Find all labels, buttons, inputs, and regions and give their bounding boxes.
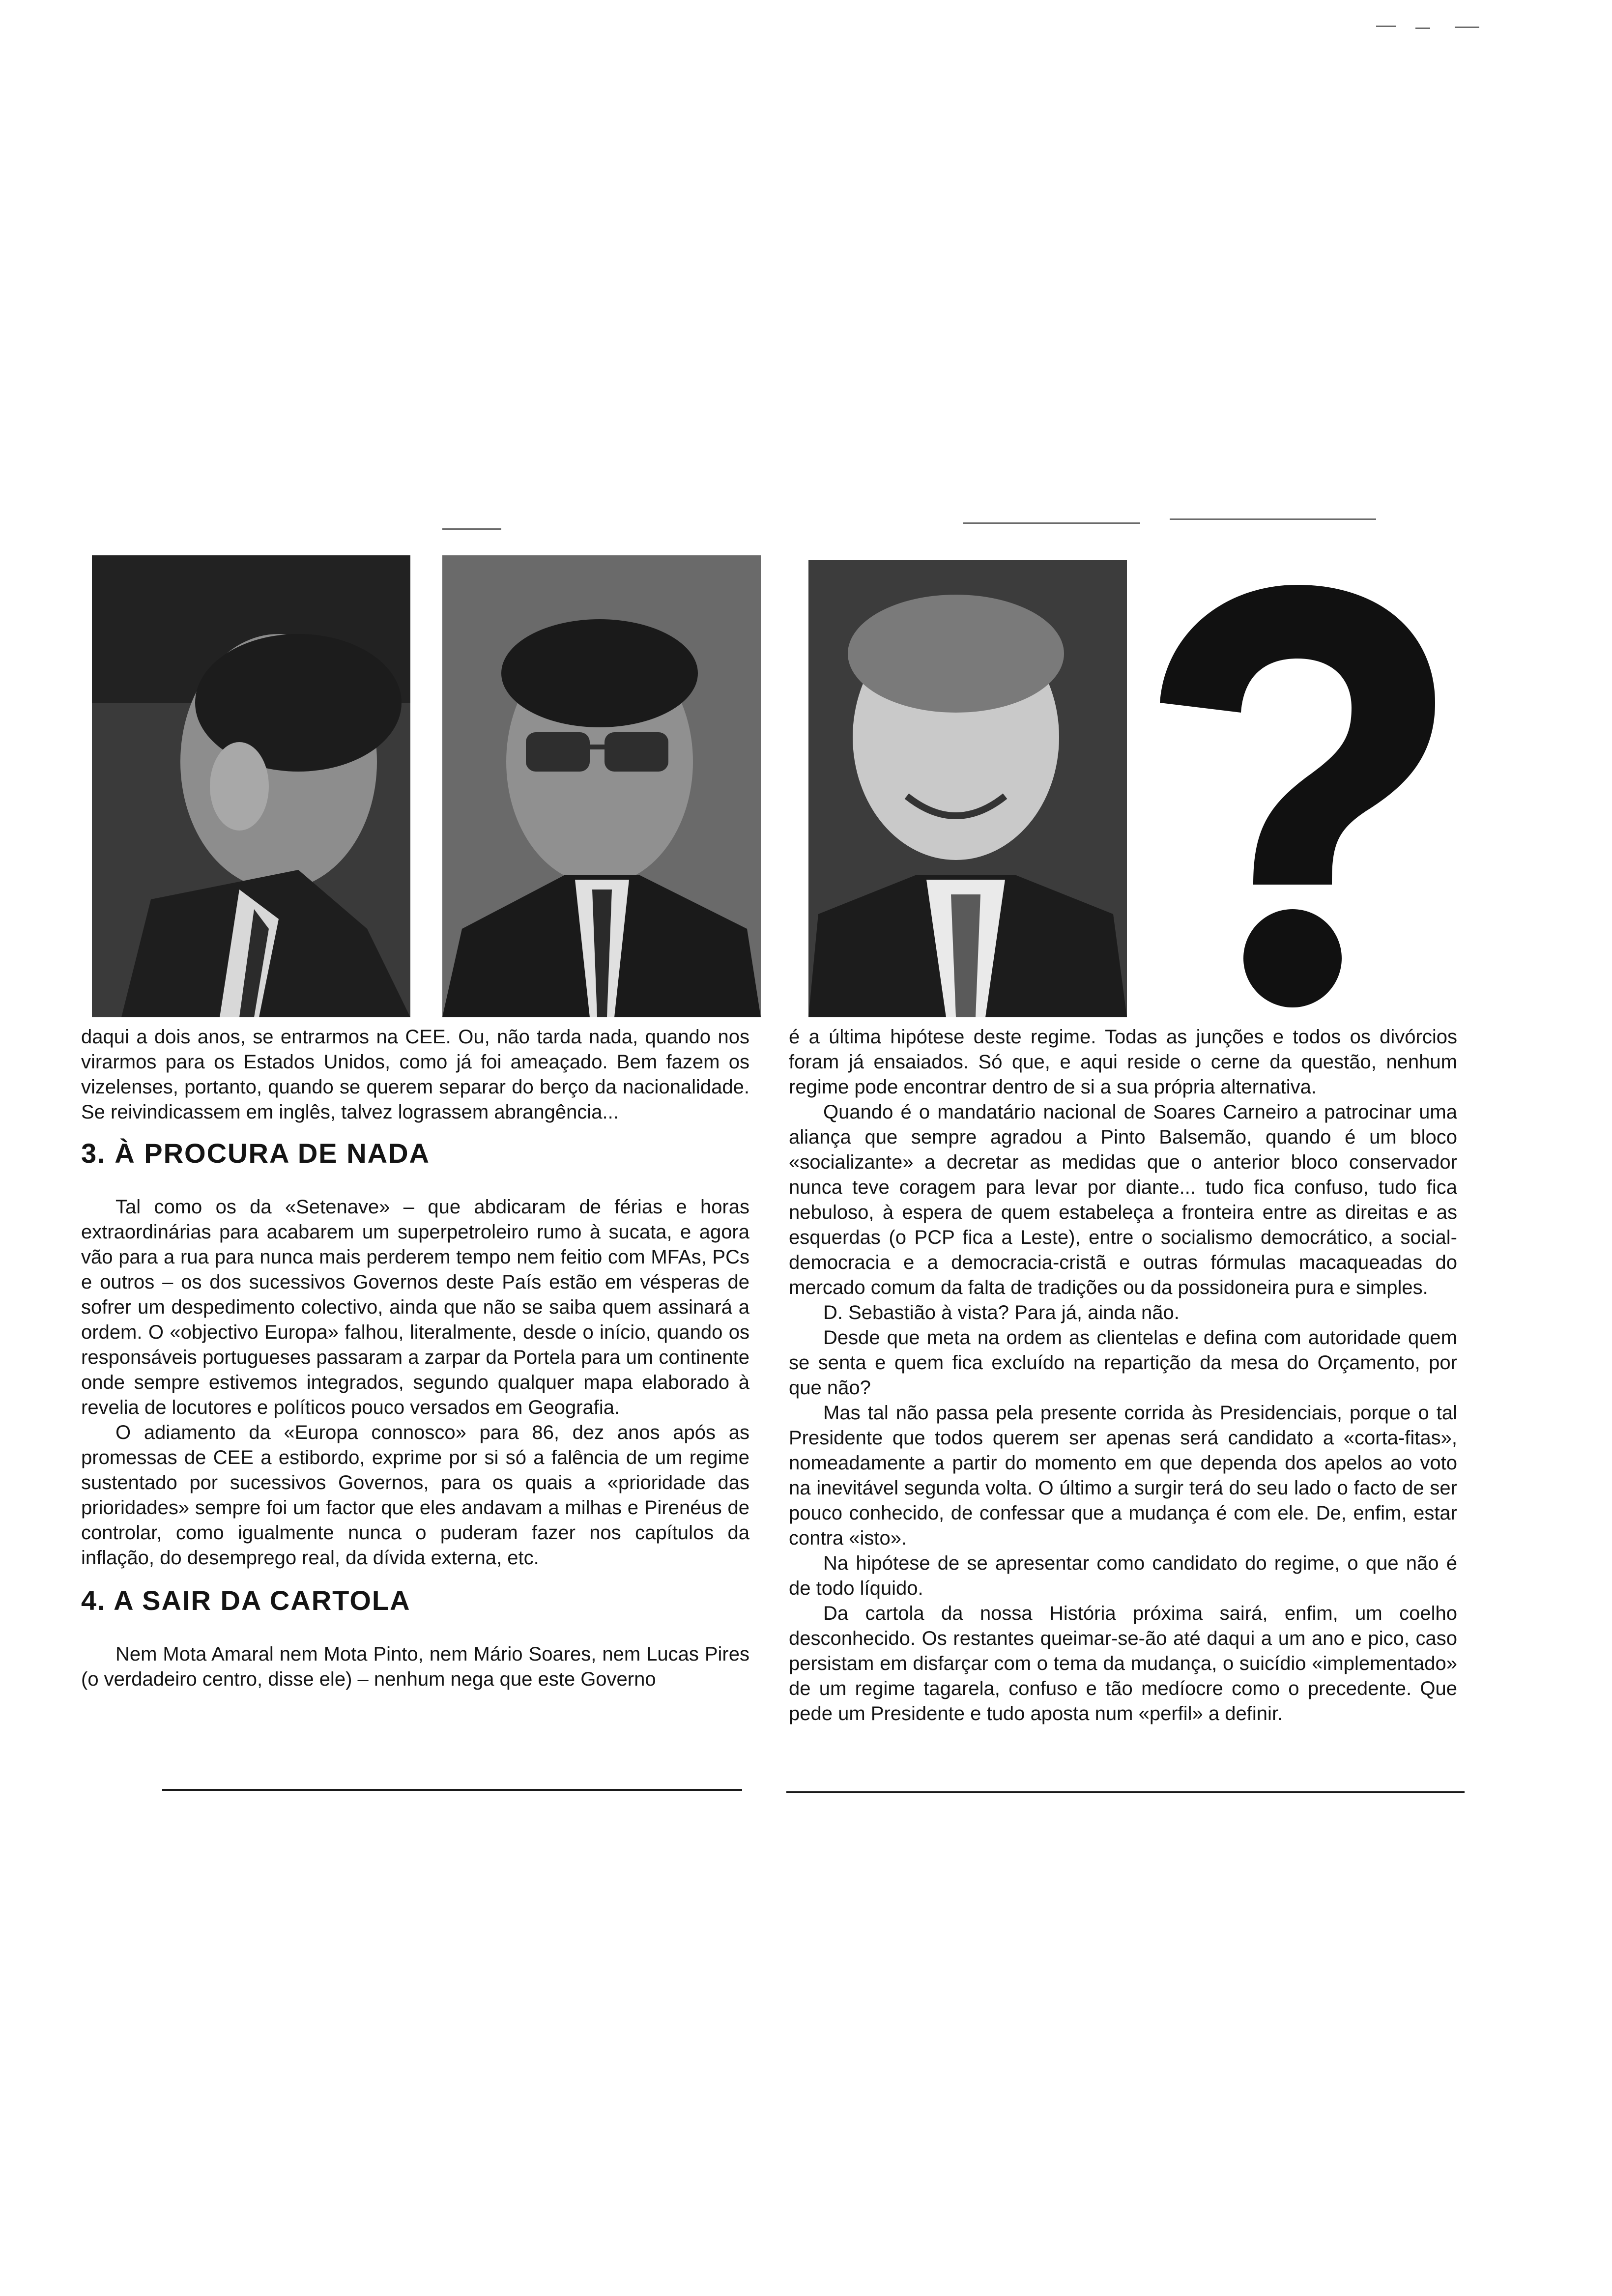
right-column — [789, 1025, 1457, 1726]
left-column — [81, 1025, 749, 1692]
paragraph: Tal como os da «Setenave» – que abdicaram de férias e horas extraordinárias para acabarem um superpetroleiro rumo à sucata, e agora vão para a rua para nunca mais perderem tempo nem feitio com MFAs, PCs e outros – os dos sucessivos Governos deste País estão em vésperas de sofrer um despedimento colectivo, ainda que não se saiba quem assinará a ordem. O «objectivo Europa» falhou, literalmente, desde o início, quando os responsáveis portugueses passaram a zarpar da Portela para um continente onde sempre estivemos integrados, segundo qualquer mapa elaborado à revelia de locutores e políticos pouco versados em Geografia. — [81, 1196, 749, 1418]
paragraph: Na hipótese de se apresentar como candidato do regime, o que não é de todo líquido. — [789, 1552, 1457, 1599]
scan-speck — [1170, 518, 1376, 520]
portrait-image — [92, 555, 410, 1017]
question-mark-icon — [1150, 580, 1445, 1012]
paragraph: é a última hipótese deste regime. Todas as junções e todos os divórcios foram já ensaiados. Só que, e aqui reside o cerne da questão, nenhum regime pode encontrar dentro de si a sua própria alternativa. — [789, 1026, 1457, 1098]
bottom-rule — [786, 1791, 1465, 1793]
paragraph: Nem Mota Amaral nem Mota Pinto, nem Mário Soares, nem Lucas Pires (o verdadeiro centro, disse ele) – nenhum nega que este Governo — [81, 1643, 749, 1690]
paragraph-intro: daqui a dois anos, se entrarmos na CEE. Ou, não tarda nada, quando nos virarmos para os Estados Unidos, como já foi ameaçado. Bem fazem os vizelenses, portanto, quando se querem separar do berço da nacionalidade. Se reivindicassem em inglês, talvez lograssem abrangência... — [81, 1026, 749, 1123]
question-mark-graphic — [1150, 580, 1445, 1012]
scan-speck — [1455, 27, 1479, 28]
portrait-image — [442, 555, 761, 1017]
photo-man-glasses — [442, 555, 761, 1017]
scan-speck — [963, 522, 1140, 524]
bottom-rule — [162, 1789, 742, 1791]
photo-man-smiling — [808, 560, 1127, 1017]
portrait-image — [808, 560, 1127, 1017]
paragraph: Desde que meta na ordem as clientelas e defina com autoridade quem se senta e quem fica excluído na repartição da mesa do Orçamento, por que não? — [789, 1327, 1457, 1399]
paragraph: Da cartola da nossa História próxima sairá, enfim, um coelho desconhecido. Os restantes queimar-se-ão até daqui a um ano e pico, caso persistam em disfarçar com o tema da mudança, o suicídio «implementado» de um regime tagarela, confuso e tão medíocre como o precedente. Que pede um Presidente e tudo aposta num «perfil» a definir. — [789, 1603, 1457, 1724]
paragraph: Quando é o mandatário nacional de Soares Carneiro a patrocinar uma aliança que sempre agradou a Pinto Balsemão, quando é um bloco «socializante» a decretar as medidas que o anterior bloco conservador nunca teve coragem para levar por diante... tudo fica confuso, tudo fica nebuloso, à espera de quem estabeleça a fronteira entre as direitas e as esquerdas (o PCP fica a Leste), entre o socialismo democrático, a social-democracia e a democracia-cristã e outras fórmulas macaqueadas do mercado comum da falta de tradições ou da possidoneira pura e simples. — [789, 1101, 1457, 1298]
paragraph: Mas tal não passa pela presente corrida às Presidenciais, porque o tal Presidente que todos querem ser apenas será candidato a «corta-fitas», nomeadamente a partir do momento em que dependa dos apelos ao voto na inevitável segunda volta. O último a surgir terá do seu lado o facto de ser pouco conhecido, de confessar que a mudança é com ele. De, enfim, estar contra «isto». — [789, 1402, 1457, 1549]
section-heading-4: 4. A SAIR DA CARTOLA — [81, 1585, 411, 1616]
paragraph: D. Sebastião à vista? Para já, ainda não. — [823, 1302, 1180, 1323]
section-heading-3: 3. À PROCURA DE NADA — [81, 1138, 430, 1169]
paragraph: O adiamento da «Europa connosco» para 86, dez anos após as promessas de CEE a estibordo, exprime por si só a falência de um regime sustentado por sucessivos Governos, para os quais a «prioridade das prioridades» sempre foi um factor que eles andavam a milhas e Pirenéus de controlar, como igualmente nunca o puderam fazer nos capítulos da inflação, do desemprego real, da dívida externa, etc. — [81, 1422, 749, 1569]
scan-speck — [442, 528, 501, 530]
scan-speck — [1415, 28, 1430, 29]
photo-man-profile — [92, 555, 410, 1017]
scan-speck — [1376, 26, 1396, 27]
